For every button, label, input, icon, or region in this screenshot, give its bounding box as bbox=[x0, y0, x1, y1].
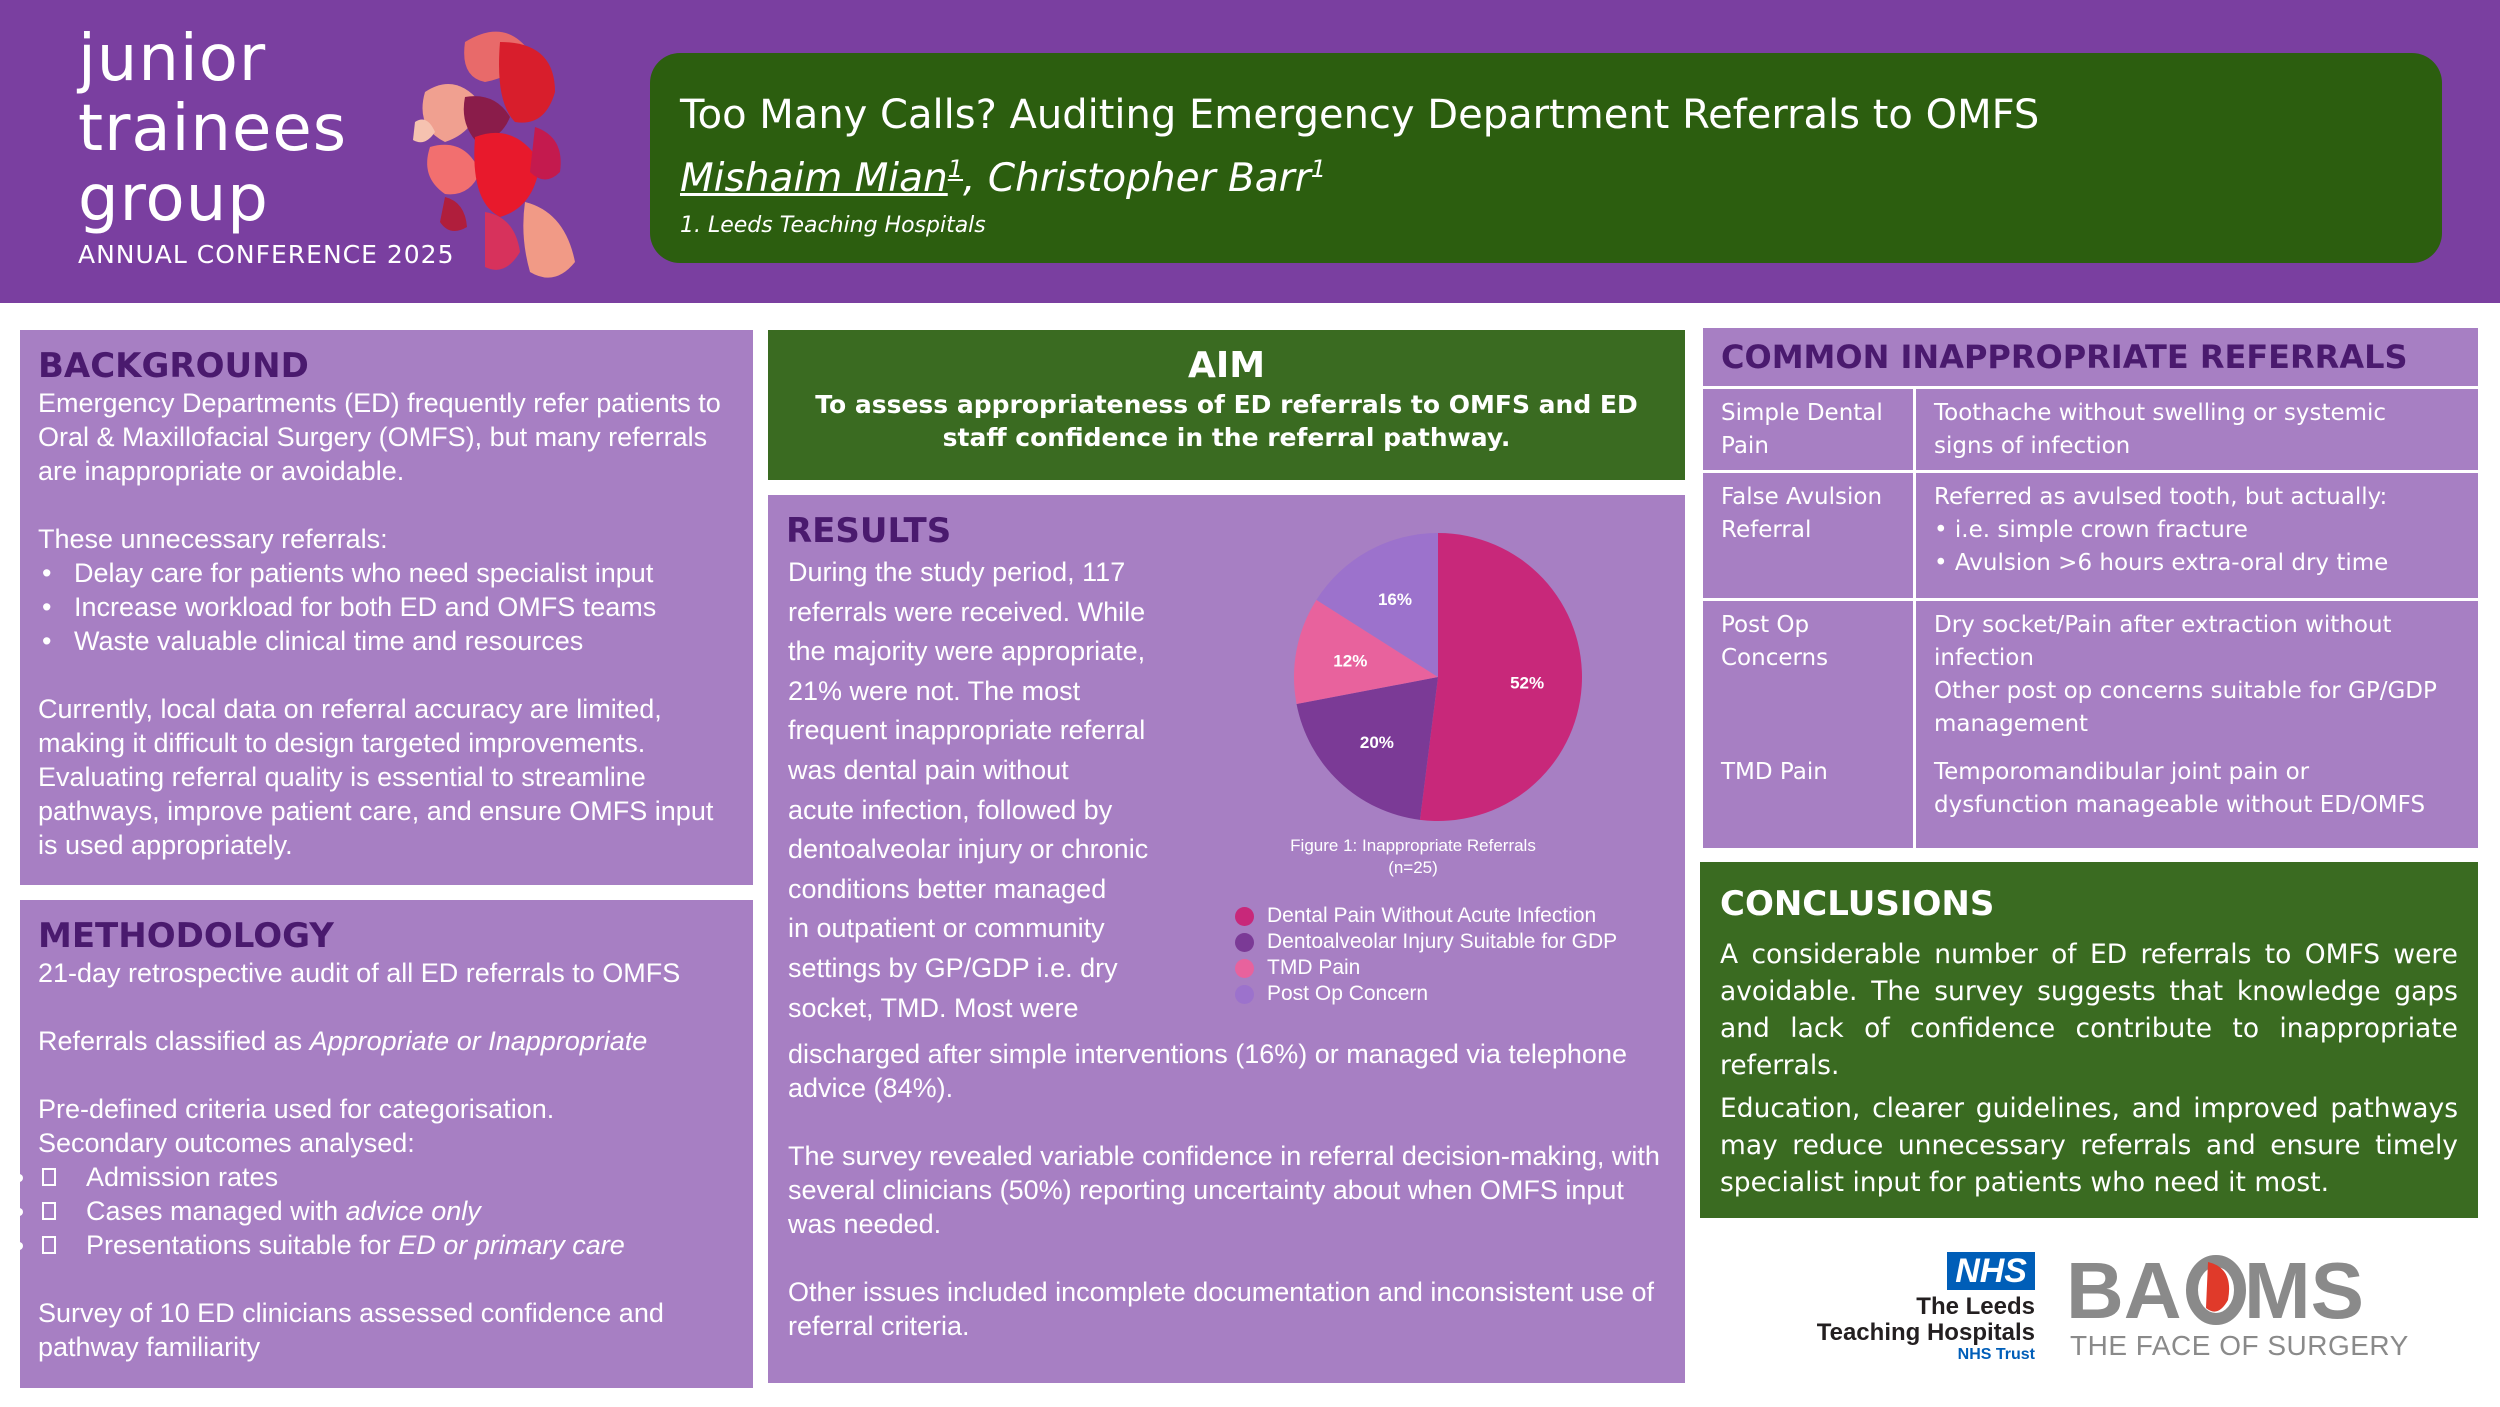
list-item: • Presentations suitable for ED or primary care bbox=[38, 1228, 735, 1262]
table-row bbox=[1703, 470, 2478, 598]
nhs-trust-name-1: The Leeds bbox=[1916, 1293, 2035, 1320]
conclusions-p2: Education, clearer guidelines, and improved pathways may reduce unnecessary referrals and ensure timely specialist input for patients who need it most. bbox=[1720, 1093, 2458, 1198]
legend-swatch bbox=[1235, 907, 1254, 926]
legend-item: TMD Pain bbox=[1235, 955, 1617, 981]
methodology-classification: Referrals classified as Appropriate or Inappropriate bbox=[38, 1026, 648, 1056]
baoms-tagline: THE FACE OF SURGERY bbox=[2070, 1330, 2409, 1361]
table-cell-category: False Avulsion Referral bbox=[1721, 484, 1883, 543]
chart-caption-line1: Figure 1: Inappropriate Referrals bbox=[1290, 836, 1536, 855]
author-2-affil: 1 bbox=[1310, 155, 1327, 183]
methodology-panel bbox=[20, 900, 753, 1388]
pie-chart bbox=[1288, 527, 1588, 827]
methodology-survey: Survey of 10 ED clinicians assessed confidence and pathway familiarity bbox=[38, 1298, 664, 1362]
face-artwork-icon bbox=[405, 22, 630, 290]
author-1-affil: 1 bbox=[947, 155, 964, 183]
author-separator: , bbox=[963, 156, 988, 201]
list-item: • Admission rates bbox=[38, 1160, 735, 1194]
legend-item: Dentoalveolar Injury Suitable for GDP bbox=[1235, 929, 1617, 955]
pie-slice-label: 20% bbox=[1359, 733, 1394, 753]
baoms-o-icon bbox=[2192, 1261, 2240, 1319]
background-heading: BACKGROUND bbox=[38, 346, 309, 386]
table-cell-detail: Referred as avulsed tooth, but actually: • i.e. simple crown fracture • Avulsion >6 hours extra-oral dry time bbox=[1934, 484, 2389, 576]
pie-slice bbox=[1420, 533, 1582, 821]
background-list-intro: These unnecessary referrals: bbox=[38, 524, 388, 554]
list-item: • Waste valuable clinical time and resources bbox=[42, 626, 584, 656]
background-rationale: Currently, local data on referral accuracy are limited, making it difficult to design targeted improvements. Evaluating referral quality is essential to streamline pathways, improve patient care, and ensure OMFS input is used appropriately. bbox=[38, 694, 714, 860]
author-1: Mishaim Mian bbox=[680, 156, 948, 201]
conference-label: ANNUAL CONFERENCE 2025 bbox=[78, 240, 455, 269]
baoms-letters-right: MS bbox=[2244, 1248, 2364, 1328]
nhs-logo: NHS bbox=[1947, 1252, 2035, 1290]
pie-slice-label: 12% bbox=[1333, 651, 1368, 671]
chart-caption-line2: (n=25) bbox=[1388, 858, 1438, 877]
legend-item: Dental Pain Without Acute Infection bbox=[1235, 903, 1617, 929]
brand-line-1: junior bbox=[78, 22, 267, 96]
poster-title: Too Many Calls? Auditing Emergency Department Referrals to OMFS bbox=[680, 92, 2040, 138]
checkbox-icon bbox=[42, 1236, 56, 1254]
bullet-icon: • bbox=[42, 626, 52, 656]
list-item: • Cases managed with advice only bbox=[38, 1194, 735, 1228]
results-panel bbox=[768, 495, 1685, 1383]
list-item: • Delay care for patients who need specialist input bbox=[42, 558, 654, 588]
bullet-icon: • bbox=[42, 558, 52, 588]
table-row-tmd bbox=[1703, 748, 2478, 848]
nhs-trust-name-2: Teaching Hospitals bbox=[1816, 1319, 2035, 1346]
background-intro: Emergency Departments (ED) frequently refer patients to Oral & Maxillofacial Surgery (OMFS), but many referrals are inappropriate or avoidable. bbox=[38, 388, 721, 486]
nhs-logo-block bbox=[1810, 1252, 2035, 1364]
legend-swatch bbox=[1235, 933, 1254, 952]
baoms-letters-left: BA bbox=[2066, 1248, 2182, 1328]
table-cell-detail: Dry socket/Pain after extraction without infection Other post op concerns suitable for GP/GDP management bbox=[1934, 612, 2437, 737]
bullet-icon: • bbox=[42, 592, 52, 622]
affiliation: 1. Leeds Teaching Hospitals bbox=[680, 213, 986, 238]
list-item: • Increase workload for both ED and OMFS teams bbox=[42, 592, 657, 622]
table-cell-category: Simple Dental Pain bbox=[1721, 400, 1883, 459]
methodology-heading: METHODOLOGY bbox=[38, 916, 334, 956]
table-cell-detail: Temporomandibular joint pain or dysfunction manageable without ED/OMFS bbox=[1934, 759, 2426, 818]
outcomes-list bbox=[38, 1160, 735, 1262]
brand-line-2: trainees bbox=[78, 92, 348, 166]
poster-header bbox=[0, 0, 2500, 303]
brand-line-3: group bbox=[78, 162, 269, 236]
results-other-issues: Other issues included incomplete documentation and inconsistent use of referral criteria. bbox=[788, 1277, 1655, 1341]
methodology-criteria: Pre-defined criteria used for categorisation. bbox=[38, 1094, 555, 1124]
legend-item: Post Op Concern bbox=[1235, 981, 1617, 1007]
legend-swatch bbox=[1235, 959, 1254, 978]
aim-panel bbox=[768, 330, 1685, 480]
results-heading: RESULTS bbox=[786, 511, 952, 551]
table-cell-detail: Toothache without swelling or systemic signs of infection bbox=[1934, 400, 2387, 459]
checkbox-icon bbox=[42, 1168, 56, 1186]
table-heading: COMMON INAPPROPRIATE REFERRALS bbox=[1721, 338, 2408, 376]
baoms-logo bbox=[2066, 1248, 2366, 1328]
checkbox-icon bbox=[42, 1202, 56, 1220]
conclusions-heading: CONCLUSIONS bbox=[1720, 884, 1995, 924]
jtg-logo-text bbox=[78, 24, 347, 234]
pie-slice-label: 16% bbox=[1377, 589, 1413, 609]
aim-text: To assess appropriateness of ED referrals to OMFS and ED staff confidence in the referral pathway. bbox=[815, 390, 1638, 452]
author-2: Christopher Barr bbox=[987, 156, 1311, 201]
results-continued: discharged after simple interventions (16%) or managed via telephone advice (84%). The survey revealed variable confidence in referral decision-making, with several clinicians (50%) reporting uncertainty about when OMFS input was needed. Other issues included incomplete documentation and inconsistent use of referral criteria. bbox=[788, 1037, 1668, 1343]
table-cell-category: TMD Pain bbox=[1721, 759, 1828, 785]
referrals-table bbox=[1703, 328, 2478, 755]
methodology-design: 21-day retrospective audit of all ED referrals to OMFS bbox=[38, 958, 681, 988]
conclusions-panel bbox=[1700, 862, 2478, 1218]
conclusions-p1: A considerable number of ED referrals to OMFS were avoidable. The survey suggests that knowledge gaps and lack of confidence contribute to inappropriate referrals. bbox=[1720, 939, 2458, 1081]
author-list bbox=[680, 141, 2412, 207]
chart-caption bbox=[1253, 835, 1573, 879]
pie-slice-label: 52% bbox=[1510, 673, 1545, 693]
chart-legend bbox=[1235, 903, 1617, 1007]
title-banner bbox=[650, 53, 2442, 263]
table-row bbox=[1703, 386, 2478, 470]
table-cell-category: Post Op Concerns bbox=[1721, 612, 1829, 671]
results-survey: The survey revealed variable confidence in referral decision-making, with several clinicians (50%) reporting uncertainty about when OMFS input was needed. bbox=[788, 1141, 1660, 1239]
table-row bbox=[1703, 598, 2478, 748]
methodology-outcomes-intro: Secondary outcomes analysed: bbox=[38, 1128, 415, 1158]
aim-heading: AIM bbox=[1187, 345, 1266, 386]
legend-swatch bbox=[1235, 985, 1254, 1004]
results-summary: During the study period, 117 referrals were received. While the majority were appropriate, 21% were not. The most frequent inappropriate referral was dental pain without acute infection, followed by dentoalveolar injury or chronic conditions better managed in outpatient or community settings by GP/GDP i.e. dry socket, TMD. Most were bbox=[788, 557, 1149, 1023]
background-bullet-list bbox=[38, 556, 735, 658]
nhs-trust-label: NHS Trust bbox=[1957, 1346, 2035, 1363]
background-panel bbox=[20, 330, 753, 885]
